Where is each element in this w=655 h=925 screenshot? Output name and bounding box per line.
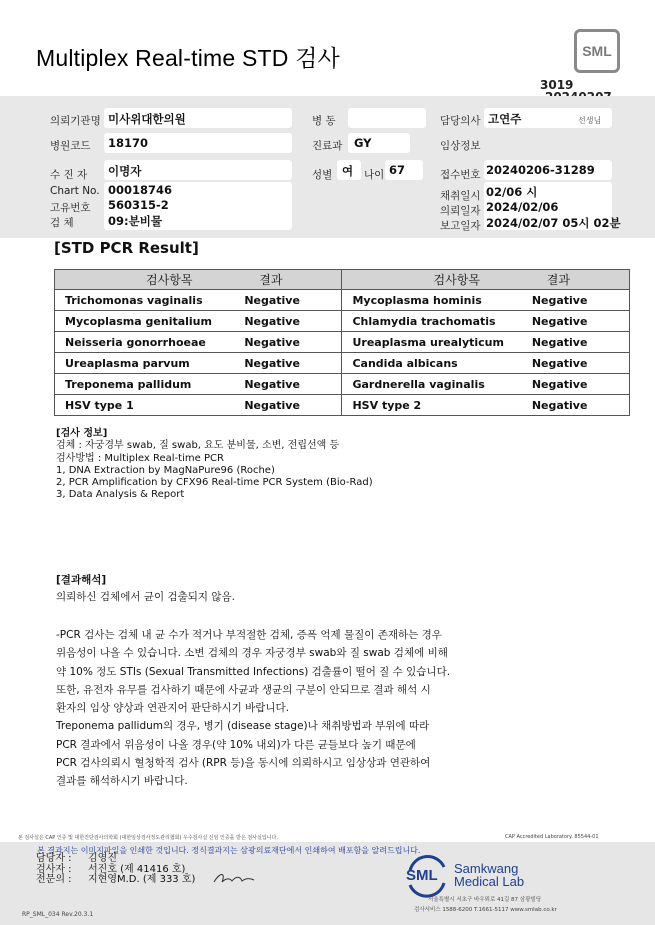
patient-name: 이명자 — [108, 164, 142, 178]
form-code: RP_SML_034 Rev.20.3.1 — [22, 911, 94, 918]
staff-name: 서진호 (제 41416 호) — [88, 863, 186, 875]
lab-name-line: Medical Lab — [454, 874, 525, 889]
table-header-row — [55, 270, 630, 290]
result-value: Negative — [234, 311, 342, 332]
specimen-value: 09:분비물 — [108, 214, 162, 228]
interpretation — [56, 574, 235, 603]
note-line: 약 10% 정도 STIs (Sexual Transmitted Infections) 검출률이 떨어 질 수 있습니다. — [56, 665, 451, 678]
test-info — [56, 428, 373, 502]
specimen-label: 검 체 — [50, 217, 74, 229]
test-info-heading: [검사 정보] — [56, 428, 108, 439]
dept-label: 진료과 — [312, 140, 343, 152]
chart-label: Chart No. — [50, 185, 100, 197]
collect-date: 02/06 시 — [486, 185, 538, 199]
result-value: Negative — [234, 290, 342, 311]
interpretation-summary: 의뢰하신 검체에서 균이 검출되지 않음. — [56, 591, 235, 603]
lab-address: 서울특별시 서초구 바우뫼로 41길 87 삼광빌딩 — [428, 897, 542, 903]
header-result: 결과 — [259, 273, 283, 287]
table-header-left — [55, 270, 342, 290]
result-value: Negative — [234, 332, 342, 353]
test-info-line: 검사방법 : Multiplex Real-time PCR — [56, 452, 224, 464]
patient-label: 수 진 자 — [50, 169, 88, 181]
print-warning: 본 결과지는 이미지파일을 인쇄한 것입니다. 정식결과지는 삼광의료재단에서 인쇄하여 배포함을 알려드립니다. — [37, 846, 421, 855]
sex-value: 여 — [342, 164, 354, 178]
test-info-line: 3, Data Analysis & Report — [56, 489, 185, 501]
result-value: Negative — [522, 395, 630, 416]
request-label: 의뢰일자 — [440, 205, 481, 217]
table-row — [55, 374, 630, 395]
lab-name-line: Samkwang — [454, 861, 519, 876]
sml-logo: SML — [574, 29, 620, 73]
result-value: Negative — [522, 374, 630, 395]
result-value: Negative — [522, 290, 630, 311]
table-header-right — [342, 270, 630, 290]
note-line: PCR 결과에서 위음성이 나올 경우(약 10% 내외)가 다른 균들보다 높기 때문에 — [56, 738, 416, 751]
result-item: HSV type 2 — [342, 395, 522, 416]
result-item: Gardnerella vaginalis — [342, 374, 522, 395]
clinical-label: 임상정보 — [440, 140, 481, 152]
note-line: 결과를 해석하시기 바랍니다. — [56, 775, 188, 788]
result-value: Negative — [234, 395, 342, 416]
cap-note: CAP Accredited Laboratory. 85544-01 — [505, 834, 599, 840]
hospital-code-label: 병원코드 — [50, 140, 91, 152]
hospital-code-value: 18170 — [108, 136, 149, 150]
table-row — [55, 290, 630, 311]
doctor-value: 고연주 — [488, 112, 522, 126]
note-line: -PCR 검사는 검체 내 균 수가 적거나 부적절한 검체, 증폭 억제 물질이 존재하는 경우 — [56, 629, 442, 641]
note-line: 환자의 임상 양상과 연관지어 판단하시기 바랍니다. — [56, 702, 290, 715]
header-result: 결과 — [546, 273, 570, 287]
chart-no: 00018746 — [108, 183, 173, 197]
table-row — [55, 395, 630, 416]
staff-name: 지현영M.D. (제 333 호) — [88, 874, 196, 885]
reception-no: 20240206-31289 — [486, 163, 595, 177]
collect-label: 채취일시 — [440, 190, 481, 202]
result-item: Mycoplasma genitalium — [55, 311, 235, 332]
result-value: Negative — [522, 353, 630, 374]
institution-value: 미사위대한의원 — [108, 112, 186, 126]
report-title: Multiplex Real-time STD 검사 — [36, 45, 340, 71]
report-label: 보고일자 — [440, 220, 481, 232]
sample-id: 3019 — [540, 78, 574, 92]
result-value: Negative — [522, 311, 630, 332]
note-line: 또한, 유전자 유무를 검사하기 때문에 사균과 생균의 구분이 안되므로 결과 해석 시 — [56, 683, 431, 696]
result-item: Trichomonas vaginalis — [55, 290, 235, 311]
result-value: Negative — [522, 332, 630, 353]
header-item: 검사항목 — [433, 273, 480, 287]
institution-label: 의뢰기관명 — [50, 115, 101, 127]
staff-role: 담당자 : — [36, 853, 72, 864]
result-item: Chlamydia trachomatis — [342, 311, 522, 332]
age-value: 67 — [389, 163, 406, 177]
header-item: 검사항목 — [146, 273, 193, 287]
reception-label: 접수번호 — [440, 169, 481, 181]
dept-value: GY — [354, 136, 372, 150]
table-row — [55, 311, 630, 332]
staff-role: 전문의 : — [36, 874, 72, 885]
signature-icon — [212, 870, 256, 886]
sex-label: 성별 — [312, 169, 333, 181]
result-item: Neisseria gonorrhoeae — [55, 332, 235, 353]
table-row — [55, 353, 630, 374]
staff-row — [36, 875, 195, 886]
lab-logo-text: SML — [406, 867, 438, 884]
note-line: 위음성이 나올 수 있습니다. 소변 검체의 경우 자궁경부 swab와 질 swab 검체에 비해 — [56, 647, 448, 660]
result-item: Ureaplasma urealyticum — [342, 332, 522, 353]
staff-block — [36, 854, 195, 886]
result-section-title: [STD PCR Result] — [54, 239, 199, 257]
result-item: Mycoplasma hominis — [342, 290, 522, 311]
lab-logo-icon — [404, 853, 450, 899]
result-table — [54, 269, 630, 416]
result-item: HSV type 1 — [55, 395, 235, 416]
interpretation-heading: [결과해석] — [56, 574, 107, 586]
lab-name — [454, 862, 524, 888]
doctor-label: 담당의사 — [440, 115, 481, 127]
request-date: 2024/02/06 — [486, 200, 559, 214]
report-date: 2024/02/07 05시 02분 — [486, 216, 621, 230]
doctor-suffix: 선생님 — [578, 116, 602, 125]
result-item: Candida albicans — [342, 353, 522, 374]
note-line: PCR 검사의뢰시 혈청학적 검사 (RPR 등)을 동시에 의뢰하시고 임상상과 연관하여 — [56, 757, 431, 770]
accreditation-note: 본 검사실은 CAP 인증 및 대한진단검사의학회 (대한임상검사정도관리협회) 우수검사실 신임 인증을 받은 검사실입니다. — [18, 835, 278, 841]
result-item: Ureaplasma parvum — [55, 353, 235, 374]
staff-role: 검사자 : — [36, 863, 72, 875]
ward-label: 병 동 — [312, 115, 336, 127]
table-row — [55, 332, 630, 353]
test-info-line: 1, DNA Extraction by MagNaPure96 (Roche) — [56, 464, 275, 476]
test-info-line: 2, PCR Amplification by CFX96 Real-time PCR System (Bio-Rad) — [56, 477, 373, 489]
result-item: Treponema pallidum — [55, 374, 235, 395]
lab-phone: 검사서비스 1588-6200 T.1661-5117 www.smlab.co.kr — [414, 907, 557, 913]
unique-no: 560315-2 — [108, 198, 169, 212]
age-label: 나이 — [364, 169, 385, 181]
staff-name: 김영진 — [88, 853, 117, 864]
result-value: Negative — [234, 353, 342, 374]
interpretation-notes — [56, 626, 450, 791]
ward-field — [348, 108, 426, 128]
unique-label: 고유번호 — [50, 202, 91, 214]
test-info-line: 검체 : 자궁경부 swab, 질 swab, 요도 분비물, 소변, 전립선액 등 — [56, 440, 340, 452]
result-value: Negative — [234, 374, 342, 395]
note-line: Treponema pallidum의 경우, 병기 (disease stage)나 채취방법과 부위에 따라 — [56, 720, 430, 733]
